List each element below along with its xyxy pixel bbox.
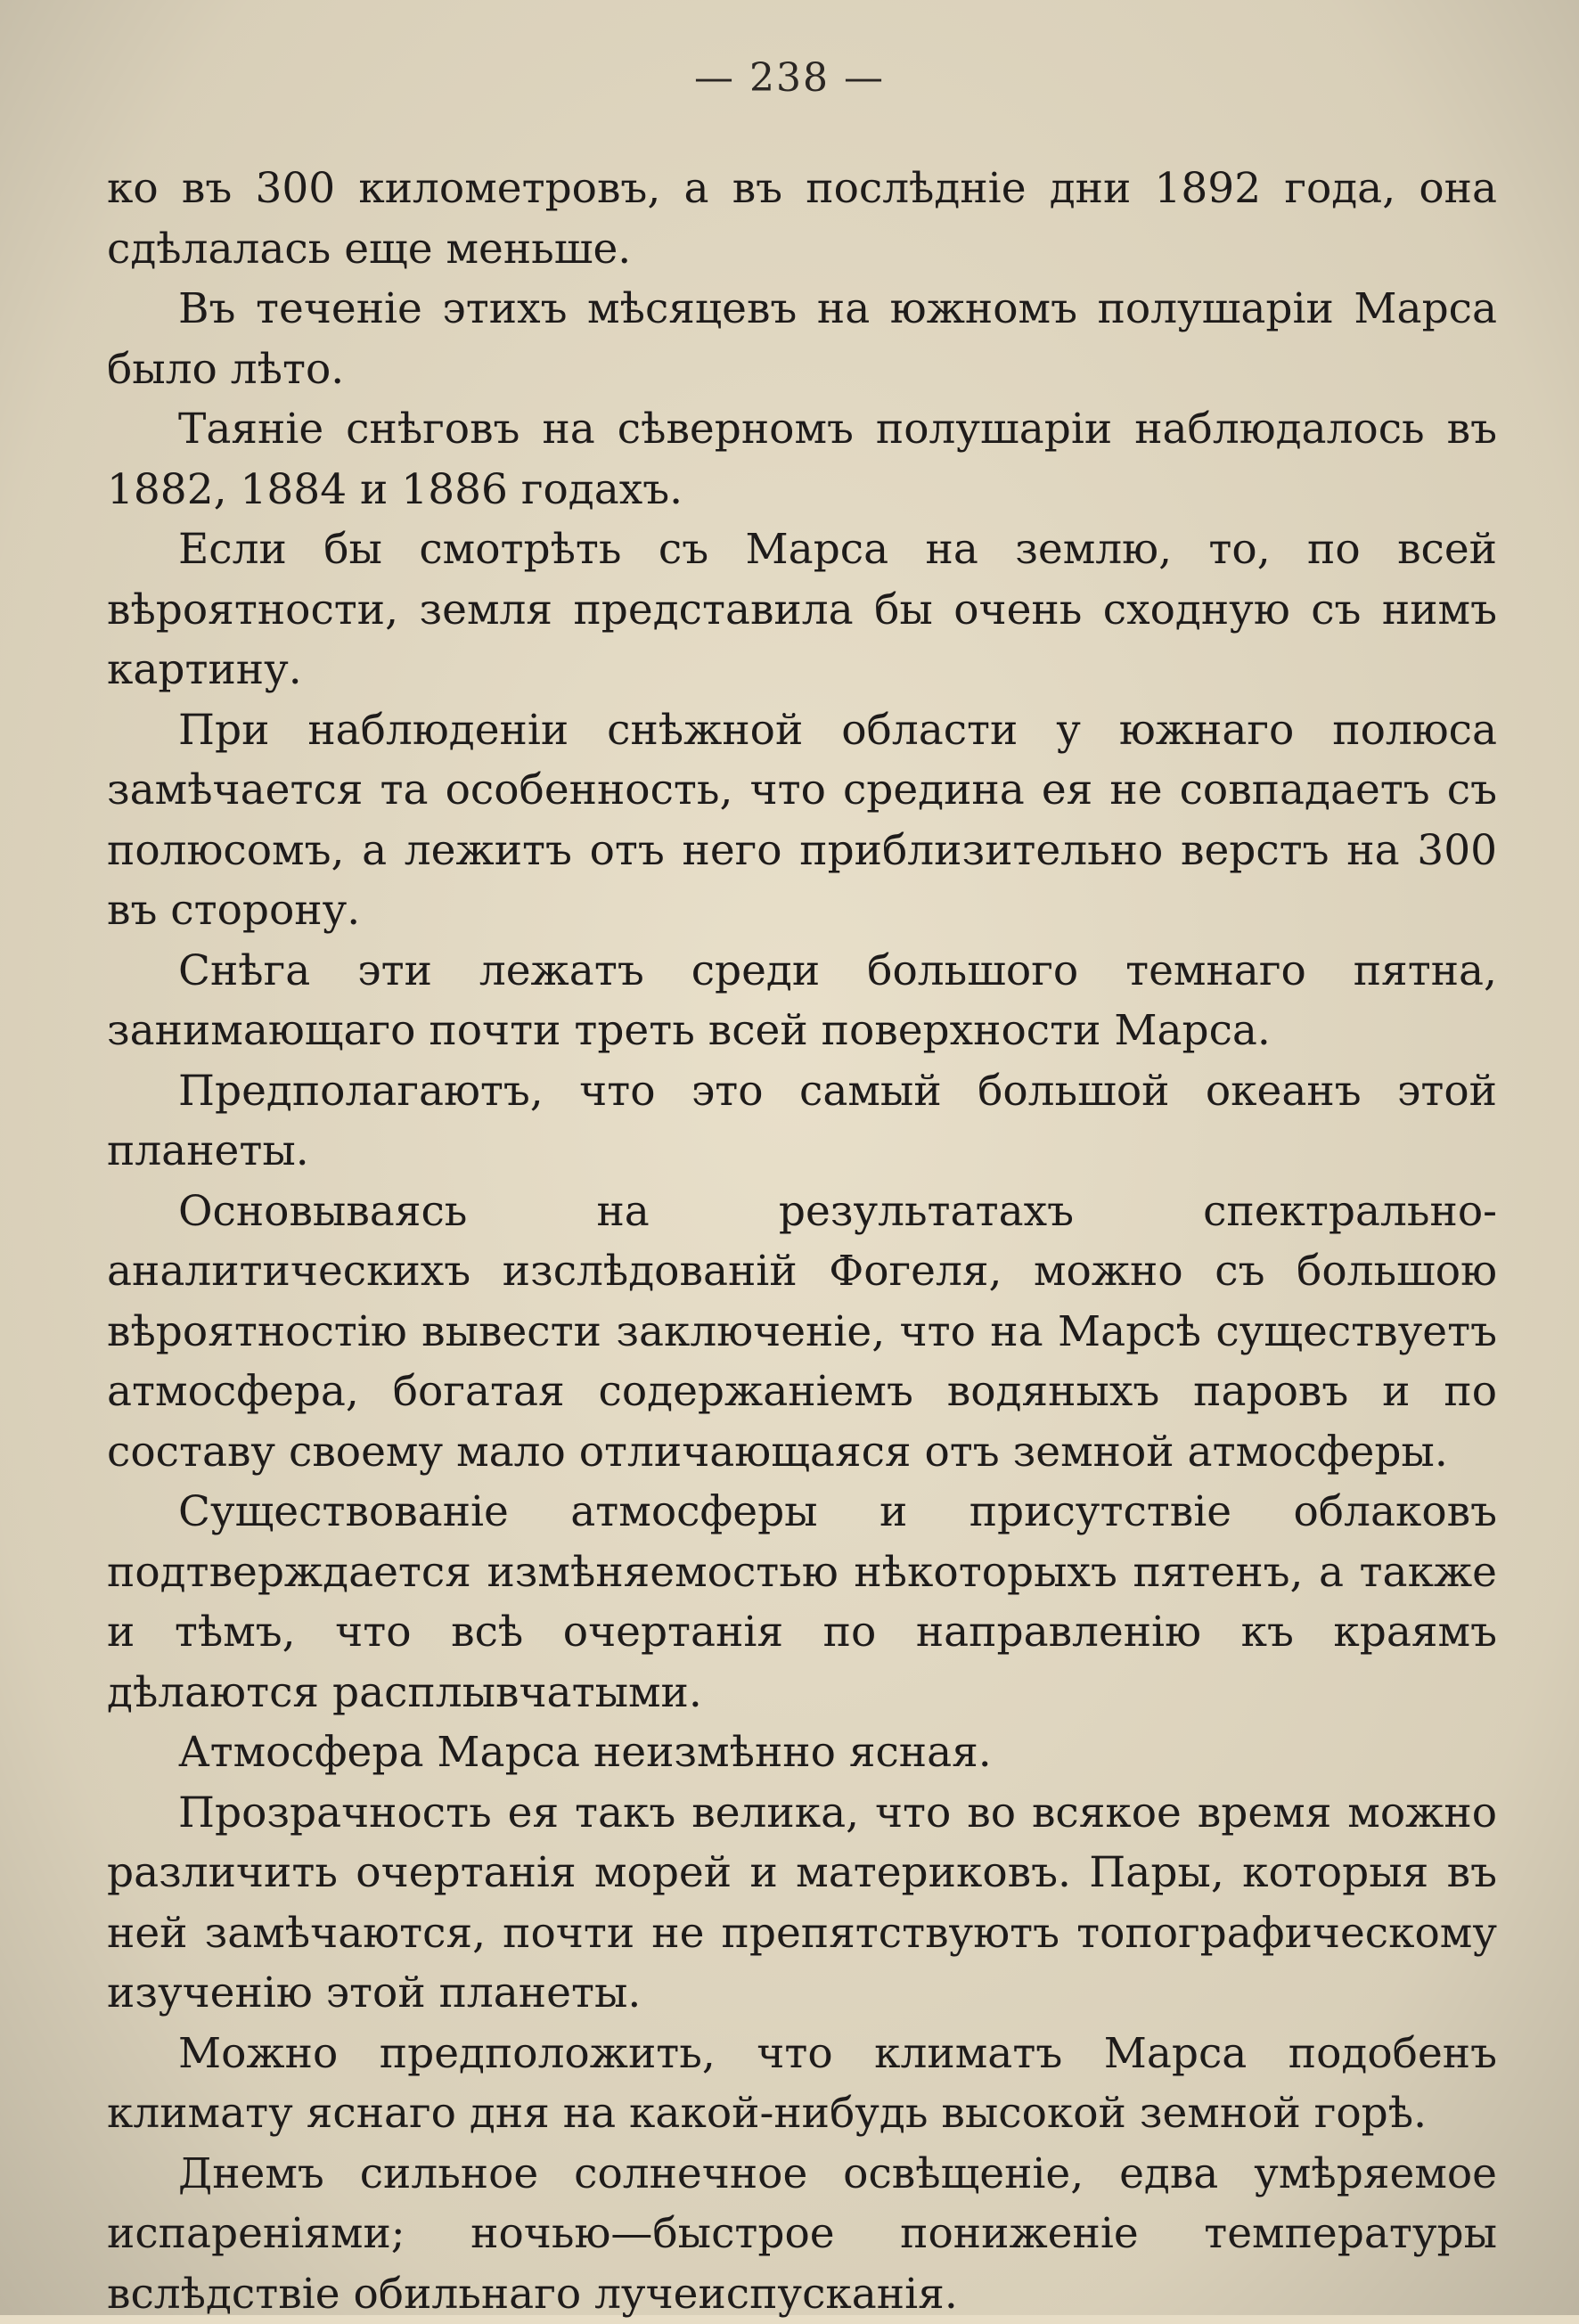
paragraph: Существованіе атмосферы и присутствіе облаковъ подтверждается измѣняемостью нѣкоторыхъ пятенъ, а также и тѣмъ, что всѣ очертанія по направленію къ краямъ дѣлаются расплывчатыми. [107, 1482, 1497, 1723]
page-body-text [107, 159, 1497, 2324]
page-number: — 238 — [0, 55, 1579, 101]
paragraph: Основываясь на результатахъ спектрально-аналитическихъ изслѣдованій Фогеля, можно съ большою вѣроятностію вывести заключеніе, что на Марсѣ существуетъ атмосфера, богатая содержаніемъ водяныхъ паровъ и по составу своему мало отличающаяся отъ земной атмосферы. [107, 1182, 1497, 1483]
paragraph: Въ теченіе этихъ мѣсяцевъ на южномъ полушаріи Марса было лѣто. [107, 279, 1497, 399]
paragraph: Можно предположить, что климатъ Марса подобенъ климату яснаго дня на какой-нибудь высокой земной горѣ. [107, 2024, 1497, 2144]
paragraph: Атмосфера Марса неизмѣнно ясная. [107, 1723, 1497, 1783]
paragraph: Таяніе снѣговъ на сѣверномъ полушаріи наблюдалось въ 1882, 1884 и 1886 годахъ. [107, 399, 1497, 520]
paragraph: Снѣга эти лежатъ среди большого темнаго пятна, занимающаго почти треть всей поверхности Марса. [107, 941, 1497, 1061]
paragraph-continuation: ко въ 300 километровъ, а въ послѣдніе дни 1892 года, она сдѣлалась еще меньше. [107, 159, 1497, 279]
paragraph: Предполагаютъ, что это самый большой океанъ этой планеты. [107, 1061, 1497, 1182]
paragraph: Прозрачность ея такъ велика, что во всякое время можно различить очертанія морей и материковъ. Пары, которыя въ ней замѣчаются, почти не препятствуютъ топографическому изученію этой планеты. [107, 1783, 1497, 2024]
paragraph: Если бы смотрѣть съ Марса на землю, то, по всей вѣроятности, земля представила бы очень сходную съ нимъ картину. [107, 520, 1497, 700]
paragraph: Днемъ сильное солнечное освѣщеніе, едва умѣряемое испареніями; ночью—быстрое пониженіе температуры вслѣдствіе обильнаго лучеиспусканія. [107, 2144, 1497, 2324]
paragraph: При наблюденіи снѣжной области у южнаго полюса замѣчается та особенность, что средина ея не совпадаетъ съ полюсомъ, а лежитъ отъ него приблизительно верстъ на 300 въ сторону. [107, 700, 1497, 941]
